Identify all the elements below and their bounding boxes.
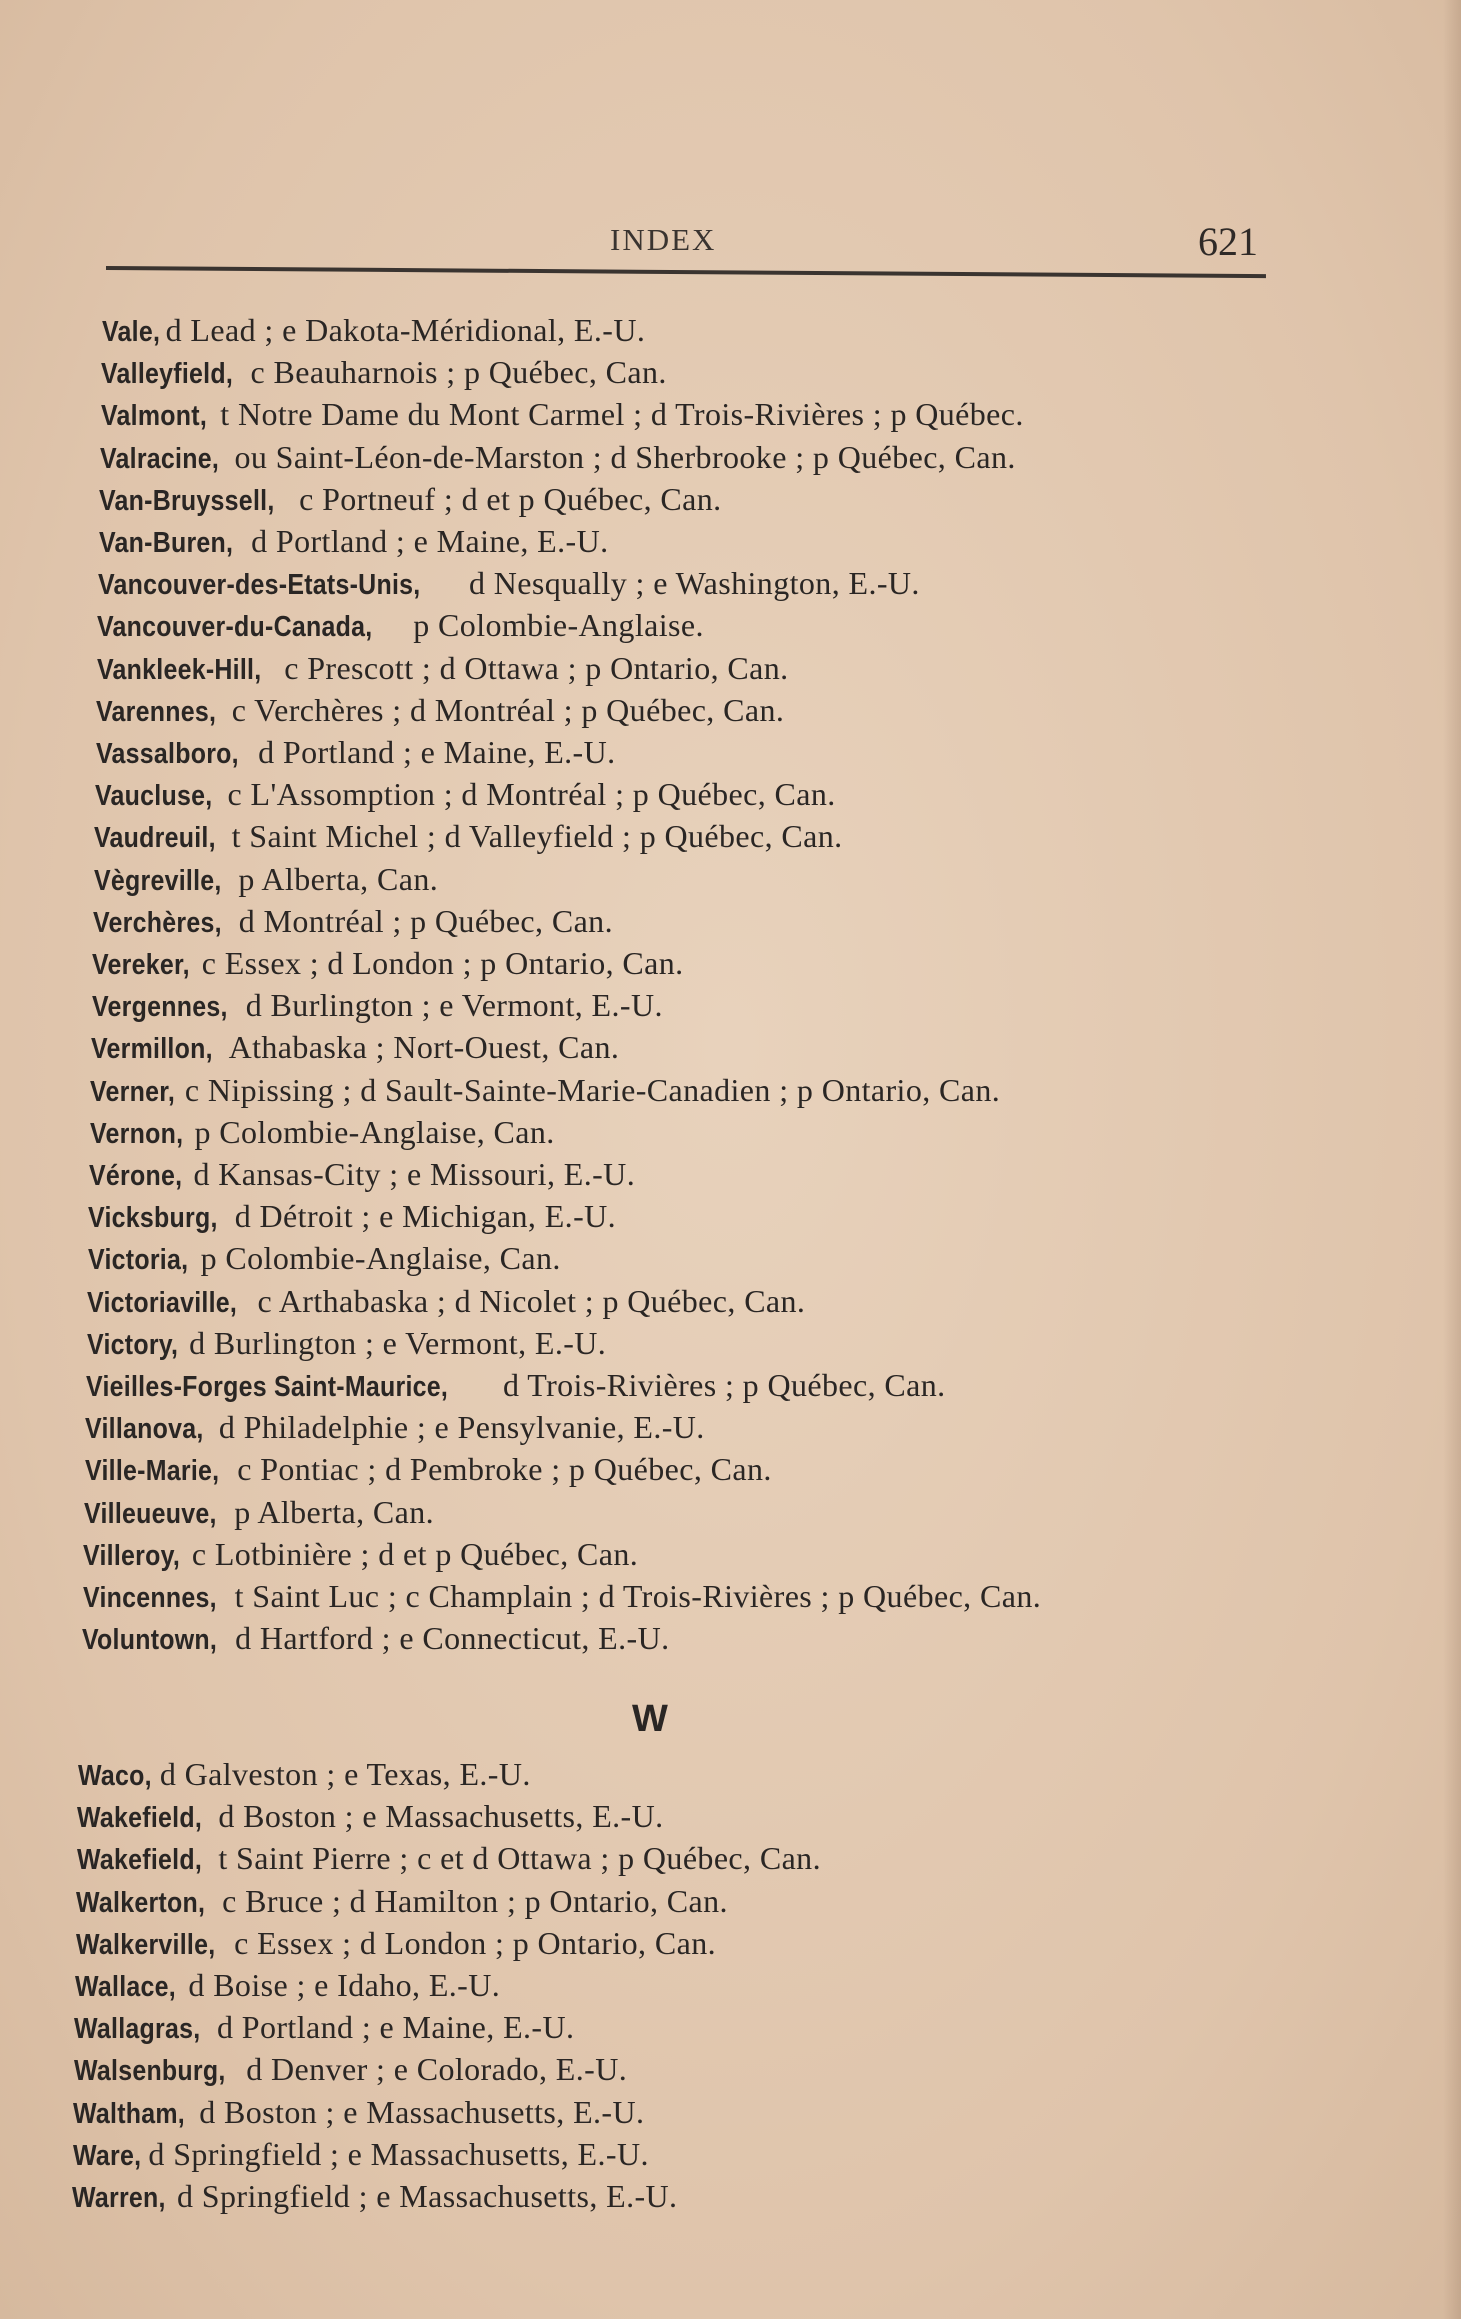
index-entry <box>96 690 784 730</box>
index-entry <box>100 437 1016 477</box>
entry-term: Vankleek-Hill, <box>97 653 262 686</box>
index-entry <box>83 1534 638 1574</box>
entry-term: Vermillon, <box>91 1033 213 1066</box>
entry-description: c Portneuf ; d et p Québec, Can. <box>299 480 722 517</box>
entry-description: d Portland ; e Maine, E.-U. <box>216 2009 575 2046</box>
entry-description: d Springfield ; e Massachusetts, E.-U. <box>148 2135 649 2172</box>
entry-term: Vancouver-du-Canada, <box>97 611 373 644</box>
entry-description: d Burlington ; e Vermont, E.-U. <box>245 987 663 1024</box>
section-letter: W <box>632 1698 666 1740</box>
entry-description: d Hartford ; e Connecticut, E.-U. <box>235 1620 670 1657</box>
entry-term: Vale, <box>102 316 161 348</box>
entry-term: Vassalboro, <box>96 738 239 770</box>
index-entry <box>77 1796 664 1836</box>
index-entry <box>85 1407 705 1447</box>
index-entry <box>85 1449 772 1489</box>
entry-term: Vancouver-des-Etats-Unis, <box>98 569 421 602</box>
index-entry <box>88 1196 616 1236</box>
entry-term: Ware, <box>73 2139 142 2172</box>
entry-term: Wallace, <box>75 1971 176 2003</box>
index-entry <box>90 1070 1000 1110</box>
entry-description: c Pontiac ; d Pembroke ; p Québec, Can. <box>237 1451 772 1488</box>
index-entry <box>92 985 663 1025</box>
entry-term: Villeueuve, <box>84 1497 217 1530</box>
index-entry <box>94 816 843 856</box>
index-entry <box>97 648 789 688</box>
page-number: 621 <box>1198 219 1258 264</box>
entry-description: ou Saint-Léon-de-Marston ; d Sherbrooke ; p Québec, Can. <box>234 438 1016 475</box>
index-entry <box>74 2049 627 2089</box>
entry-term: Vieilles-Forges Saint-Maurice, <box>86 1371 449 1403</box>
index-entry <box>76 1923 716 1963</box>
entry-term: Walkerville, <box>76 1928 216 1961</box>
entry-description: d Nesqually ; e Washington, E.-U. <box>468 565 920 602</box>
entry-term: Waco, <box>78 1760 152 1792</box>
entry-description: d Boston ; e Massachusetts, E.-U. <box>218 1798 664 1835</box>
index-entry <box>82 1618 670 1658</box>
entry-term: Vicksburg, <box>88 1202 218 1235</box>
entry-description: d Philadelphie ; e Pensylvanie, E.-U. <box>218 1409 705 1446</box>
index-entry <box>83 1576 1041 1616</box>
entry-description: d Boise ; e Idaho, E.-U. <box>188 1967 501 2003</box>
entry-description: c L'Assomption ; d Montréal ; p Québec, Can. <box>227 776 836 813</box>
entry-term: Vernon, <box>90 1117 184 1150</box>
entry-description: d Boston ; e Massachusetts, E.-U. <box>199 2093 645 2130</box>
index-entry <box>97 605 704 645</box>
entry-term: Valracine, <box>100 442 220 475</box>
entry-description: t Notre Dame du Mont Carmel ; d Trois-Rivières ; p Québec. <box>220 396 1024 433</box>
entry-description: t Saint Michel ; d Valleyfield ; p Québec, Can. <box>231 818 843 855</box>
index-entry <box>74 2007 574 2047</box>
entry-description: c Beauharnois ; p Québec, Can. <box>250 354 667 391</box>
entry-term: Wakefield, <box>77 1844 203 1877</box>
entry-term: Victoria, <box>88 1244 189 1277</box>
entry-description: d Denver ; e Colorado, E.-U. <box>246 2051 628 2088</box>
index-entry <box>98 563 920 603</box>
entry-description: d Burlington ; e Vermont, E.-U. <box>189 1324 607 1361</box>
entry-term: Vérone, <box>89 1160 183 1192</box>
header-rule <box>106 266 1266 278</box>
entry-term: Victory, <box>87 1328 179 1361</box>
entry-term: Wallagras, <box>74 2013 201 2046</box>
entry-term: Varennes, <box>96 695 217 728</box>
index-entry <box>88 1238 561 1278</box>
entry-term: Wakefield, <box>77 1802 203 1835</box>
index-entry <box>87 1281 805 1321</box>
entry-description: c Nipissing ; d Sault-Sainte-Marie-Canadien ; p Ontario, Can. <box>184 1071 1001 1108</box>
entry-description: d Springfield ; e Massachusetts, E.-U. <box>177 2178 678 2214</box>
entry-description: c Essex ; d London ; p Ontario, Can. <box>234 1924 716 1961</box>
entry-description: p Alberta, Can. <box>238 860 439 897</box>
entry-term: Walsenburg, <box>74 2055 226 2088</box>
index-entry <box>93 901 613 941</box>
entry-term: Walkerton, <box>76 1886 206 1919</box>
entry-description: d Lead ; e Dakota-Méridional, E.-U. <box>165 312 646 348</box>
index-entry <box>84 1492 434 1532</box>
index-entry <box>99 479 722 519</box>
entry-term: Victoriaville, <box>87 1286 238 1319</box>
index-entry <box>95 774 836 814</box>
index-entry <box>77 1838 821 1878</box>
running-head: INDEX <box>610 222 717 257</box>
entry-description: d Kansas-City ; e Missouri, E.-U. <box>193 1156 636 1192</box>
index-entry <box>102 310 645 350</box>
entry-description: p Alberta, Can. <box>234 1493 435 1530</box>
entry-description: c Essex ; d London ; p Ontario, Can. <box>201 945 684 981</box>
entry-description: d Portland ; e Maine, E.-U. <box>258 734 616 770</box>
index-entry <box>92 943 684 983</box>
index-entry <box>75 1965 500 2005</box>
entry-description: p Colombie-Anglaise. <box>413 607 704 644</box>
index-entry <box>72 2176 677 2216</box>
entry-term: Valmont, <box>101 400 208 433</box>
entry-description: t Saint Luc ; c Champlain ; d Trois-Rivières ; p Québec, Can. <box>234 1578 1042 1614</box>
entry-description: p Colombie-Anglaise, Can. <box>194 1113 555 1150</box>
index-entry <box>89 1154 635 1194</box>
index-entry <box>94 859 438 899</box>
index-entry <box>73 2134 649 2174</box>
entry-term: Villanova, <box>85 1413 204 1446</box>
entry-term: Vincennes, <box>83 1582 217 1614</box>
entry-description: t Saint Pierre ; c et d Ottawa ; p Québec, Can. <box>218 1840 821 1877</box>
index-entry <box>96 732 616 772</box>
entry-description: c Prescott ; d Ottawa ; p Ontario, Can. <box>284 649 789 686</box>
entry-description: c Lotbinière ; d et p Québec, Can. <box>191 1535 639 1572</box>
entry-description: d Portland ; e Maine, E.-U. <box>251 523 609 559</box>
entry-term: Voluntown, <box>82 1624 218 1657</box>
entry-description: d Montréal ; p Québec, Can. <box>238 902 613 939</box>
index-entry <box>90 1112 555 1152</box>
entry-term: Ville-Marie, <box>85 1455 220 1488</box>
entry-description: d Détroit ; e Michigan, E.-U. <box>234 1198 617 1235</box>
entry-description: d Trois-Rivières ; p Québec, Can. <box>503 1367 946 1403</box>
index-entry <box>78 1754 531 1794</box>
entry-description: c Bruce ; d Hamilton ; p Ontario, Can. <box>222 1882 728 1919</box>
entry-term: Vereker, <box>92 949 190 981</box>
entry-description: c Verchères ; d Montréal ; p Québec, Can. <box>231 691 785 728</box>
index-entry <box>101 394 1024 434</box>
entry-description: Athabaska ; Nort-Ouest, Can. <box>228 1029 620 1066</box>
entry-term: Van-Buren, <box>99 527 234 559</box>
entry-term: Vergennes, <box>92 991 228 1024</box>
entry-description: d Galveston ; e Texas, E.-U. <box>159 1756 531 1792</box>
index-entry <box>101 352 667 392</box>
index-entry <box>99 521 609 561</box>
page-edge-shadow <box>1443 0 1461 2319</box>
entry-term: Van-Bruyssell, <box>99 484 275 517</box>
entry-term: Vègreville, <box>94 864 222 897</box>
entry-term: Waltham, <box>73 2097 186 2130</box>
entry-term: Vaucluse, <box>95 780 213 813</box>
entry-term: Verchères, <box>93 906 222 939</box>
index-entry <box>73 2092 644 2132</box>
index-entry <box>76 1881 728 1921</box>
index-entry <box>86 1365 946 1405</box>
entry-term: Villeroy, <box>83 1539 181 1572</box>
entry-description: c Arthabaska ; d Nicolet ; p Québec, Can. <box>257 1282 806 1319</box>
entry-term: Verner, <box>90 1075 176 1108</box>
entry-term: Warren, <box>72 2182 166 2214</box>
entry-term: Valleyfield, <box>101 358 234 391</box>
index-entry <box>87 1323 606 1363</box>
entry-term: Vaudreuil, <box>94 822 216 855</box>
entry-description: p Colombie-Anglaise, Can. <box>200 1240 561 1277</box>
index-entry <box>91 1027 619 1067</box>
